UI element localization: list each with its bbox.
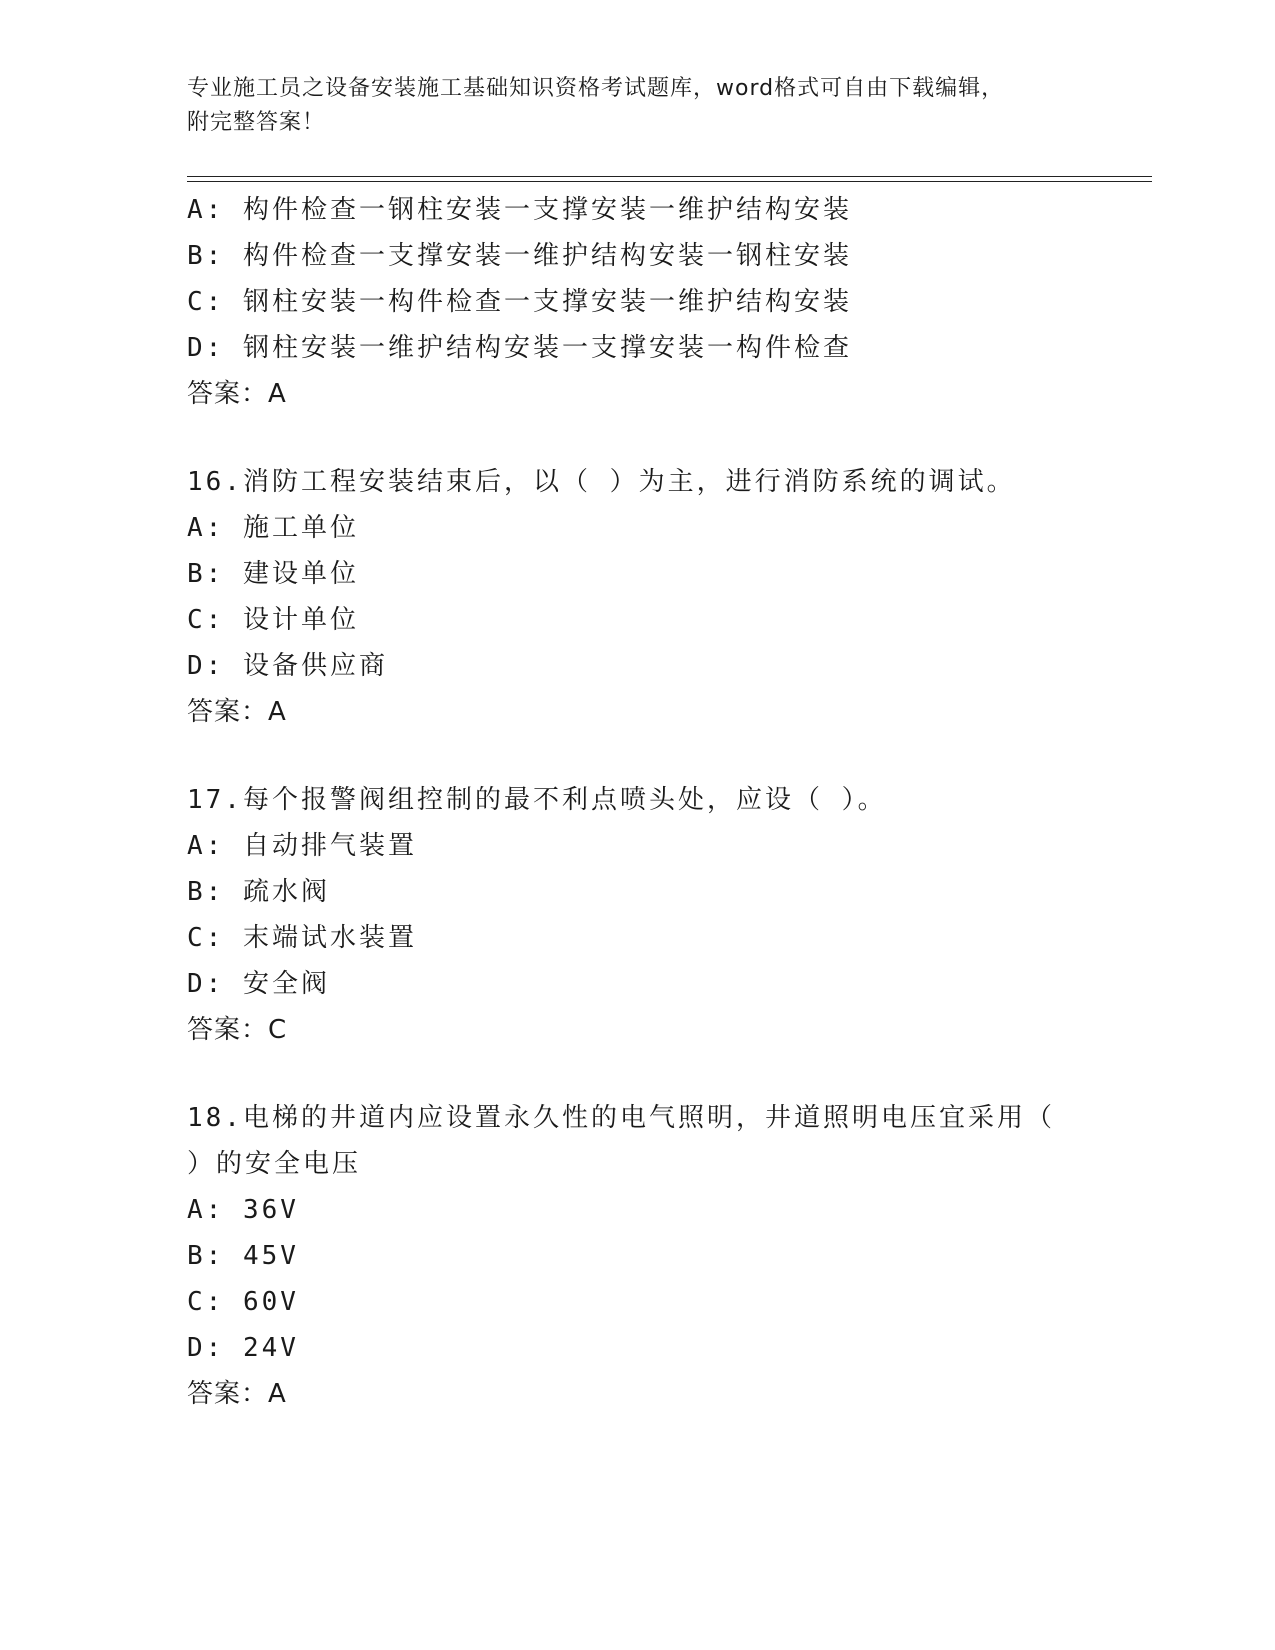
spacer bbox=[187, 1053, 1147, 1095]
option-letter: C: bbox=[187, 1287, 225, 1317]
option-letter: A: bbox=[187, 1195, 225, 1225]
option-text: 末端试水装置 bbox=[242, 923, 417, 953]
option-a bbox=[187, 187, 1147, 233]
option-letter: B: bbox=[187, 559, 225, 589]
header-title-line-1: 专业施工员之设备安装施工基础知识资格考试题库，word格式可自由下载编辑， bbox=[187, 76, 1005, 101]
question-stem: 16.消防工程安装结束后，以（ ）为主，进行消防系统的调试。 bbox=[187, 467, 1016, 497]
option-text: 36V bbox=[242, 1195, 299, 1225]
option-letter: C: bbox=[187, 605, 225, 635]
option-text: 24V bbox=[242, 1333, 299, 1363]
option-letter: D: bbox=[187, 969, 225, 999]
option-d bbox=[187, 643, 1147, 689]
option-text: 60V bbox=[242, 1287, 299, 1317]
option-letter: B: bbox=[187, 241, 225, 271]
question-18 bbox=[187, 1095, 1147, 1417]
option-c bbox=[187, 597, 1147, 643]
option-text: 施工单位 bbox=[242, 513, 359, 543]
question-17 bbox=[187, 777, 1147, 1053]
option-letter: B: bbox=[187, 1241, 225, 1271]
question-stem-line-1: 18.电梯的井道内应设置永久性的电气照明，井道照明电压宜采用（ bbox=[187, 1103, 1055, 1133]
spacer bbox=[187, 735, 1147, 777]
spacer bbox=[187, 417, 1147, 459]
option-a bbox=[187, 505, 1147, 551]
question-list bbox=[187, 187, 1147, 1417]
question-16 bbox=[187, 459, 1147, 735]
option-d bbox=[187, 1325, 1147, 1371]
option-letter: A: bbox=[187, 831, 225, 861]
option-text: 设计单位 bbox=[242, 605, 359, 635]
option-b bbox=[187, 869, 1147, 915]
option-text: 构件检查一钢柱安装一支撑安装一维护结构安装 bbox=[242, 195, 852, 225]
answer-line: 答案：A bbox=[187, 1379, 287, 1409]
option-c bbox=[187, 1279, 1147, 1325]
header-divider-top bbox=[187, 176, 1152, 177]
option-b bbox=[187, 1233, 1147, 1279]
question-stem: 17.每个报警阀组控制的最不利点喷头处，应设（ ）。 bbox=[187, 785, 887, 815]
option-text: 疏水阀 bbox=[242, 877, 330, 907]
answer-line: 答案：C bbox=[187, 1015, 288, 1045]
option-letter: C: bbox=[187, 923, 225, 953]
option-text: 设备供应商 bbox=[242, 651, 388, 681]
header-divider-bottom bbox=[187, 181, 1152, 182]
answer-line: 答案：A bbox=[187, 379, 287, 409]
option-letter: C: bbox=[187, 287, 225, 317]
option-a bbox=[187, 1187, 1147, 1233]
option-letter: A: bbox=[187, 513, 225, 543]
option-text: 45V bbox=[242, 1241, 299, 1271]
option-text: 构件检查一支撑安装一维护结构安装一钢柱安装 bbox=[242, 241, 852, 271]
option-d bbox=[187, 325, 1147, 371]
document-header bbox=[187, 72, 1087, 140]
option-text: 钢柱安装一维护结构安装一支撑安装一构件检查 bbox=[242, 333, 852, 363]
question-stem-line-2: ）的安全电压 bbox=[187, 1149, 362, 1179]
option-c bbox=[187, 915, 1147, 961]
question-15 bbox=[187, 187, 1147, 417]
option-letter: D: bbox=[187, 1333, 225, 1363]
option-c bbox=[187, 279, 1147, 325]
option-letter: A: bbox=[187, 195, 225, 225]
option-letter: D: bbox=[187, 333, 225, 363]
option-text: 安全阀 bbox=[242, 969, 330, 999]
option-a bbox=[187, 823, 1147, 869]
option-b bbox=[187, 233, 1147, 279]
option-text: 钢柱安装一构件检查一支撑安装一维护结构安装 bbox=[242, 287, 852, 317]
header-title-line-2: 附完整答案！ bbox=[187, 110, 326, 135]
answer-line: 答案：A bbox=[187, 697, 287, 727]
option-b bbox=[187, 551, 1147, 597]
option-letter: D: bbox=[187, 651, 225, 681]
option-d bbox=[187, 961, 1147, 1007]
option-text: 建设单位 bbox=[242, 559, 359, 589]
option-letter: B: bbox=[187, 877, 225, 907]
option-text: 自动排气装置 bbox=[242, 831, 417, 861]
